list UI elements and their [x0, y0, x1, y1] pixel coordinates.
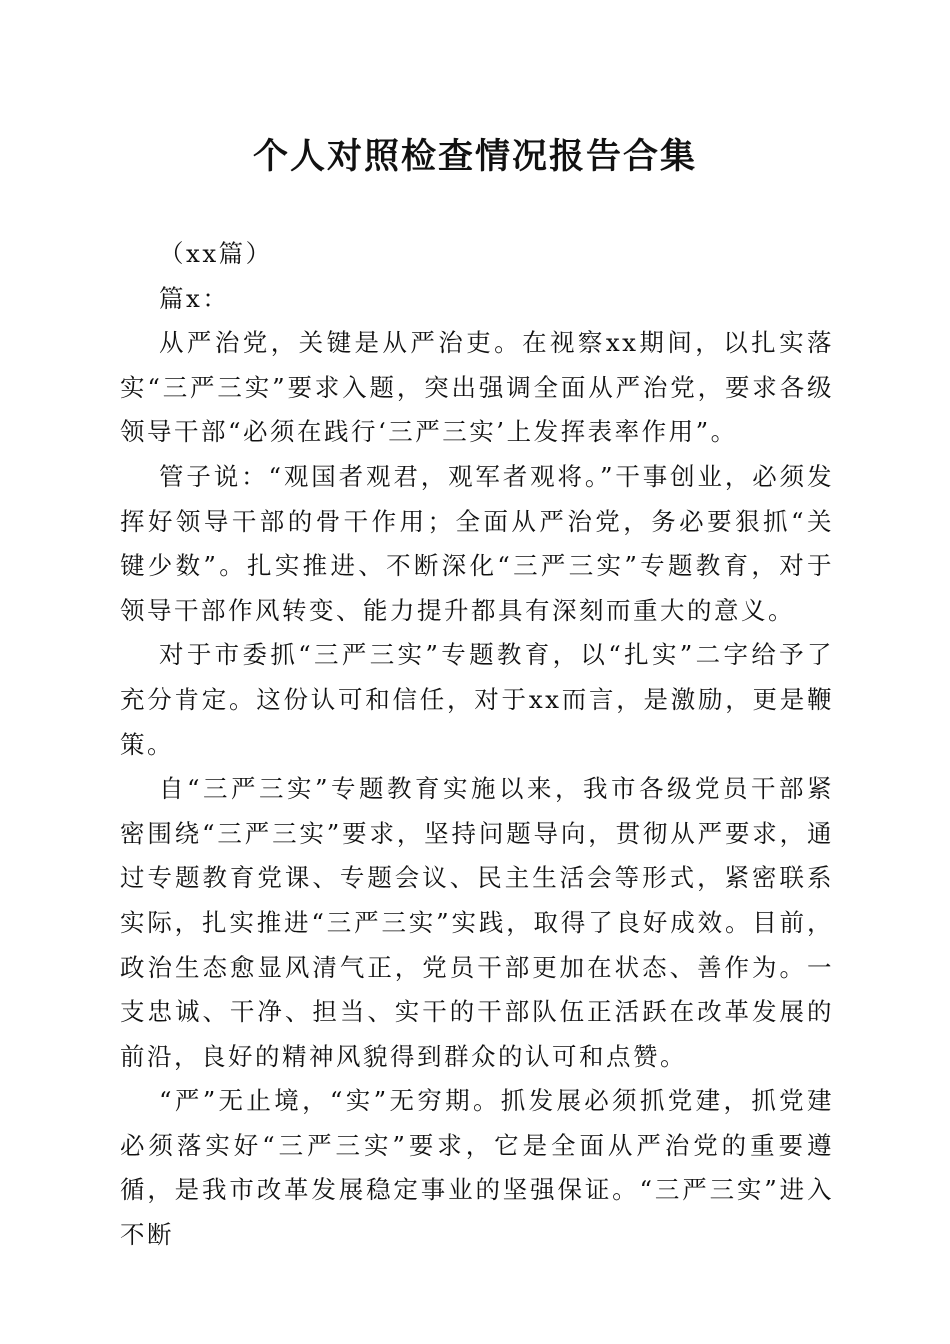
paragraph: 从严治党，关键是从严治吏。在视察xx期间，以扎实落实“三严三实”要求入题，突出强调全面从严治党，要求各级领导干部“必须在践行‘三严三实’上发挥表率作用”。 — [120, 328, 834, 447]
document-title: 个人对照检查情况报告合集 — [252, 136, 697, 177]
paragraph: 对于市委抓“三严三实”专题教育，以“扎实”二字给予了充分肯定。这份认可和信任，对于xx而言，是激励，更是鞭策。 — [120, 640, 834, 759]
paragraph: 管子说：“观国者观君，观军者观将。”干事创业，必须发挥好领导干部的骨干作用；全面从严治党，务必要狠抓“关键少数”。扎实推进、不断深化“三严三实”专题教育，对于领导干部作风转变、能力提升都具有深刻而重大的意义。 — [120, 461, 834, 625]
document-body — [120, 232, 834, 1258]
section-label: 篇x： — [159, 283, 230, 313]
collection-count-label: （xx篇） — [159, 239, 273, 268]
paragraph: 自“三严三实”专题教育实施以来，我市各级党员干部紧密围绕“三严三实”要求，坚持问题导向，贯彻从严要求，通过专题教育党课、专题会议、民主生活会等形式，紧密联系实际，扎实推进“三严三实”实践，取得了良好成效。目前，政治生态愈显风清气正，党员干部更加在状态、善作为。一支忠诚、干净、担当、实干的干部队伍正活跃在改革发展的前沿，良好的精神风貌得到群众的认可和点赞。 — [120, 774, 834, 1071]
paragraph: “严”无止境，“实”无穷期。抓发展必须抓党建，抓党建必须落实好“三严三实”要求，它是全面从严治党的重要遵循，是我市改革发展稳定事业的坚强保证。“三严三实”进入不断 — [120, 1086, 834, 1250]
